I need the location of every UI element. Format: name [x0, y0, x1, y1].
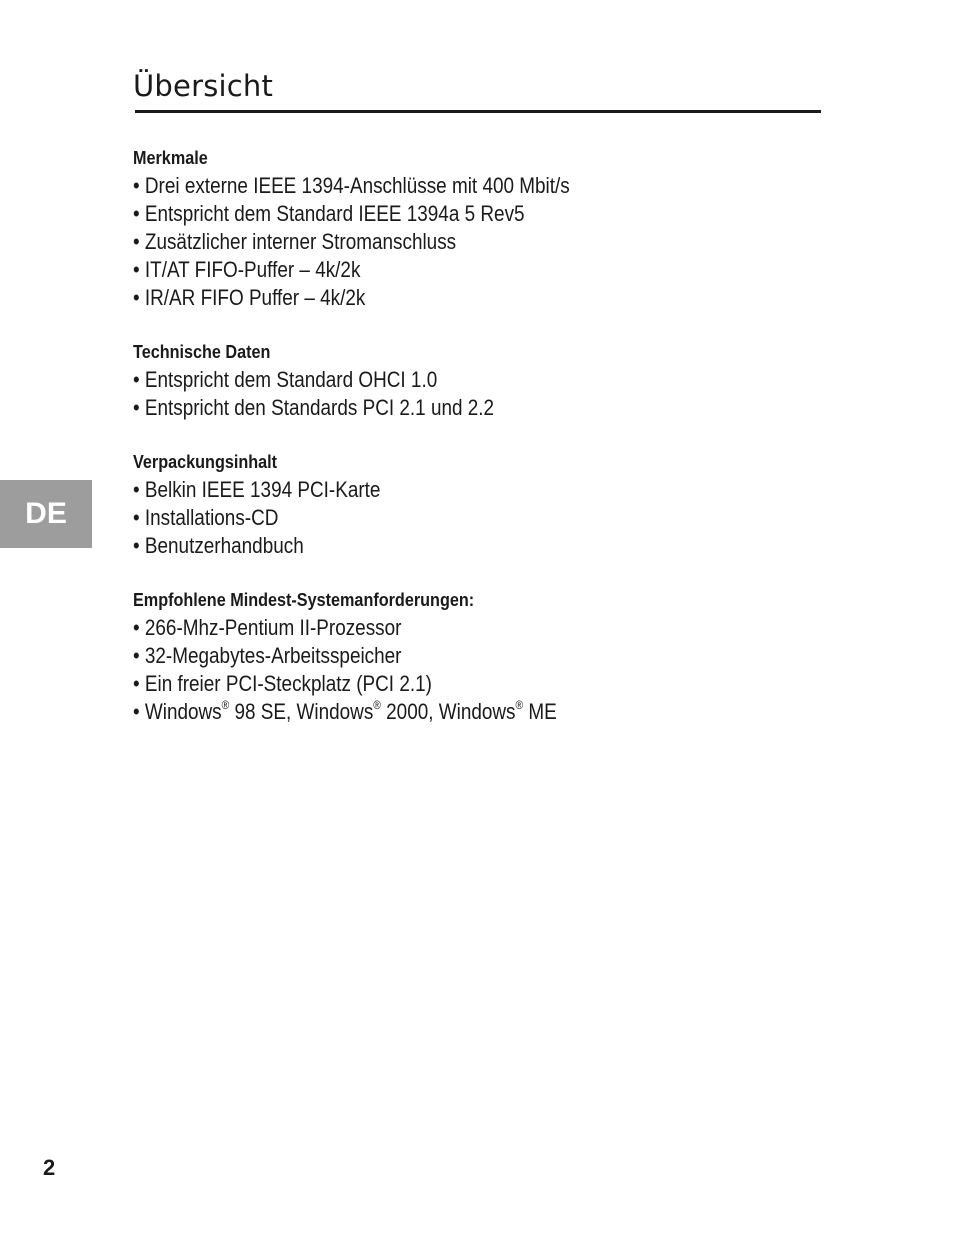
registered-mark: ® — [373, 697, 381, 712]
title-divider — [135, 110, 821, 113]
page-title: Übersicht — [133, 69, 274, 103]
registered-mark: ® — [221, 697, 230, 712]
section-heading-features: Merkmale — [133, 148, 208, 168]
list-item: • 32-Megabytes-Arbeitsspeicher — [133, 643, 402, 668]
section-package — [133, 448, 813, 560]
section-heading-requirements: Empfohlene Mindest-Systemanforderungen: — [133, 590, 475, 610]
list-item: • Drei externe IEEE 1394-Anschlüsse mit 400 Mbit/s — [133, 173, 570, 198]
windows-text-2: 98 SE, Windows — [229, 699, 374, 724]
section-heading-package: Verpackungsinhalt — [133, 452, 278, 472]
windows-text-1: • Windows — [133, 699, 222, 724]
list-item: • 266-Mhz-Pentium II-Prozessor — [133, 615, 402, 640]
list-item: • IR/AR FIFO Puffer – 4k/2k — [133, 285, 366, 310]
list-item: • Benutzerhandbuch — [133, 533, 304, 558]
list-item: • Ein freier PCI-Steckplatz (PCI 2.1) — [133, 671, 432, 696]
list-item: • Installations-CD — [133, 505, 279, 530]
list-item: • Entspricht dem Standard IEEE 1394a 5 Rev5 — [133, 201, 525, 226]
section-requirements — [133, 586, 813, 726]
registered-mark: ® — [515, 697, 524, 712]
list-item-windows — [133, 698, 718, 726]
list-item: • Belkin IEEE 1394 PCI-Karte — [133, 477, 381, 502]
windows-text-4: ME — [523, 699, 557, 724]
section-specs — [133, 338, 813, 422]
section-features — [133, 144, 813, 312]
list-item: • Entspricht dem Standard OHCI 1.0 — [133, 367, 438, 392]
list-item: • Entspricht den Standards PCI 2.1 und 2.2 — [133, 395, 495, 420]
list-item: • IT/AT FIFO-Puffer – 4k/2k — [133, 257, 361, 282]
windows-text-3: 2000, Windows — [380, 699, 516, 724]
language-tab-label: DE — [25, 497, 67, 530]
page-content — [133, 144, 813, 752]
list-item: • Zusätzlicher interner Stromanschluss — [133, 229, 457, 254]
page-number: 2 — [43, 1155, 56, 1180]
language-tab — [0, 480, 92, 548]
section-heading-specs: Technische Daten — [133, 342, 271, 362]
